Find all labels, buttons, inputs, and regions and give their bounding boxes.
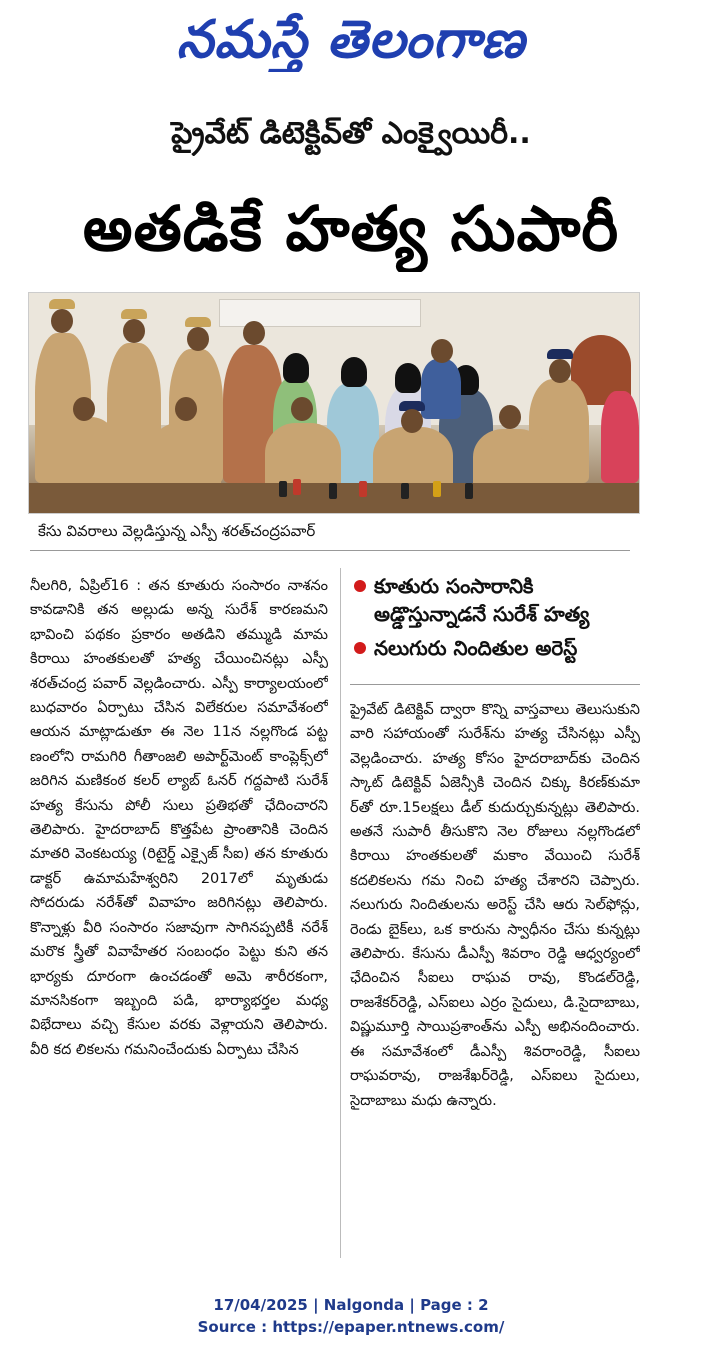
photo-head (499, 405, 521, 429)
photo-head (549, 359, 571, 383)
photo-microphone (279, 481, 287, 497)
photo-head (175, 397, 197, 421)
photo-cap (185, 317, 211, 327)
article-kicker: ప్రైవేట్ డిటెక్టివ్‌తో ఎంక్వైయిరీ.. (171, 116, 531, 151)
photo-head (123, 319, 145, 343)
photo-microphone (465, 483, 473, 499)
photo-head (401, 409, 423, 433)
photo-caption: కేసు వివరాలు వెల్లడిస్తున్న ఎస్పీ శరత్‌చంద్రపవార్ (38, 522, 316, 540)
highlight-text: కూతురు సంసారానికి అడ్డొస్తున్నాడనే సురేశ్ హత్య (374, 574, 590, 626)
column-divider (340, 568, 341, 1258)
photo-microphone (401, 483, 409, 499)
red-bullet-icon (354, 580, 366, 592)
footer-source-link[interactable]: Source : https://epaper.ntnews.com/ (197, 1318, 505, 1336)
highlight-item (350, 572, 642, 628)
article-highlights (350, 572, 642, 680)
photo-hood (341, 357, 367, 387)
photo-head (431, 339, 453, 363)
highlights-divider (350, 684, 640, 685)
red-bullet-icon (354, 642, 366, 654)
epaper-footer (0, 1294, 702, 1342)
photo-person (421, 359, 461, 419)
photo-microphone (433, 481, 441, 497)
newspaper-masthead: నమస్తే తెలంగాణ (176, 9, 526, 70)
photo-head (73, 397, 95, 421)
caption-divider (30, 550, 630, 551)
highlight-item (350, 634, 642, 662)
photo-head (51, 309, 73, 333)
photo-microphone (329, 483, 337, 499)
photo-cap (49, 299, 75, 309)
photo-hood (283, 353, 309, 383)
press-meet-photo (28, 292, 640, 514)
photo-microphone (293, 479, 301, 495)
photo-hood (395, 363, 421, 393)
article-body-right-column: ప్రైవేట్ డిటెక్టివ్ ద్వారా కొన్ని వాస్తవాలు తెలుసుకుని వారి సహాయంతో సురేశ్‌ను హత్య చేసినట్లు ఎస్పీ వెల్లడించారు. హత్య కోసం హైదరాబాద్‌కు చెందిన స్కాట్ డిటెక్టివ్ ఏజెన్సీకి చెందిన చిక్కు కిరణ్‌కుమా ర్‌తో రూ.15లక్షలు డీల్ కుదుర్చుకున్నట్లు తెలిపారు. అతనే సుపారీ తీసుకొని నెల రోజులు నల్లగొండలో కిరాయి హంతకులతో మకాం వేయించి సురేశ్ కదలికలను గమ నించి హత్య చేశారని చెప్పారు. నలుగురు నిందితులను అరెస్ట్ చేసి ఆరు సెల్‌ఫోన్లు, రెండు బైక్‌లు, ఒక కారును స్వాధీనం చేసు కున్నట్లు తెలిపారు. కేసును డీఎస్పీ శివరాం రెడ్డి ఆధ్వర్యంలో ఛేదించిన సీఐలు రాఘవ రావు, కొండల్‌రెడ్డి, రాజశేకర్‌రెడ్డి, ఎస్ఐలు ఎర్రం సైదులు, డి.సైదాబాబు, విష్ణుమూర్తి సాయిప్రశాంత్‌ను ఎస్పీ అభినందించారు. ఈ సమావేశంలో డీఎస్పీ శివరాంరెడ్డి, సీఐలు రాఘవరావు, రాజశేఖర్‌రెడ్డి, ఎస్ఐలు సైదులు, సైదాబాబు మధు ఉన్నారు. (350, 702, 640, 1109)
article-body-left-column: నీలగిరి, ఏప్రిల్16 : తన కూతురు సంసారం నాశనం కావడానికి తన అల్లుడు అన్న సురేశ్ కారణమని భావించి పథకం ప్రకారం అతడిని తమ్ముడి మామ కిరాయి హంతకులతో హత్య చేయించినట్లు ఎస్పీ శరత్‌చంద్ర పవార్ వెల్లడించారు. ఎస్పీ కార్యాలయంలో బుధవారం ఏర్పాటు చేసిన విలేకరుల సమావేశంలో ఆయన మాట్లాడుతూ ఈ నెల 11న నల్లగొండ పట్ట ణంలోని రామగిరి గీతాంజలి అపార్ట్‌మెంట్ కాంప్లెక్స్‌లో జరిగిన మణికంఠ కలర్ ల్యాబ్ ఓనర్ గద్దపాటి సురేశ్ హత్య కేసును పోలీ సులు ప్రతిభతో ఛేదించారని తెలిపారు. హైదరాబాద్ కొత్తపేట ప్రాంతానికి చెందిన మాతరి వెంకటయ్య (రిటైర్డ్ ఎక్సైజ్ సీఐ) తన కూతురు డాక్టర్ ఉమామహేశ్వరిని 2017లో మృతుడు సోదరుడు నరేశ్‌తో వివాహం జరిగినట్లు తెలిపారు. కొన్నాళ్లు వీరి సంసారం సజావుగా సాగినప్పటికీ నరేశ్ మరొక స్త్రీతో వివాహేతర సంబంధం పెట్టు కుని తన భార్యకు దూరంగా ఉంచడంతో అమె శారీరకంగా, మానసికంగా ఇబ్బంది పడి, భార్యాభర్తల మధ్య విభేదాలు వచ్చి కేసుల వరకు వెళ్లాయని తెలిపారు. వీరి కద లికలను గమనించేందుకు ఏర్పాటు చేసిన (30, 578, 328, 1058)
footer-date-edition-page: 17/04/2025 | Nalgonda | Page : 2 (213, 1296, 489, 1314)
photo-head (291, 397, 313, 421)
photo-head (187, 327, 209, 351)
article-headline: అతడికే హత్య సుపారీ (82, 192, 620, 265)
photo-head (243, 321, 265, 345)
photo-microphone (359, 481, 367, 497)
photo-person (601, 391, 639, 483)
photo-cap (547, 349, 573, 359)
highlight-text: నలుగురు నిందితుల అరెస్ట్ (374, 636, 578, 660)
photo-cap (121, 309, 147, 319)
